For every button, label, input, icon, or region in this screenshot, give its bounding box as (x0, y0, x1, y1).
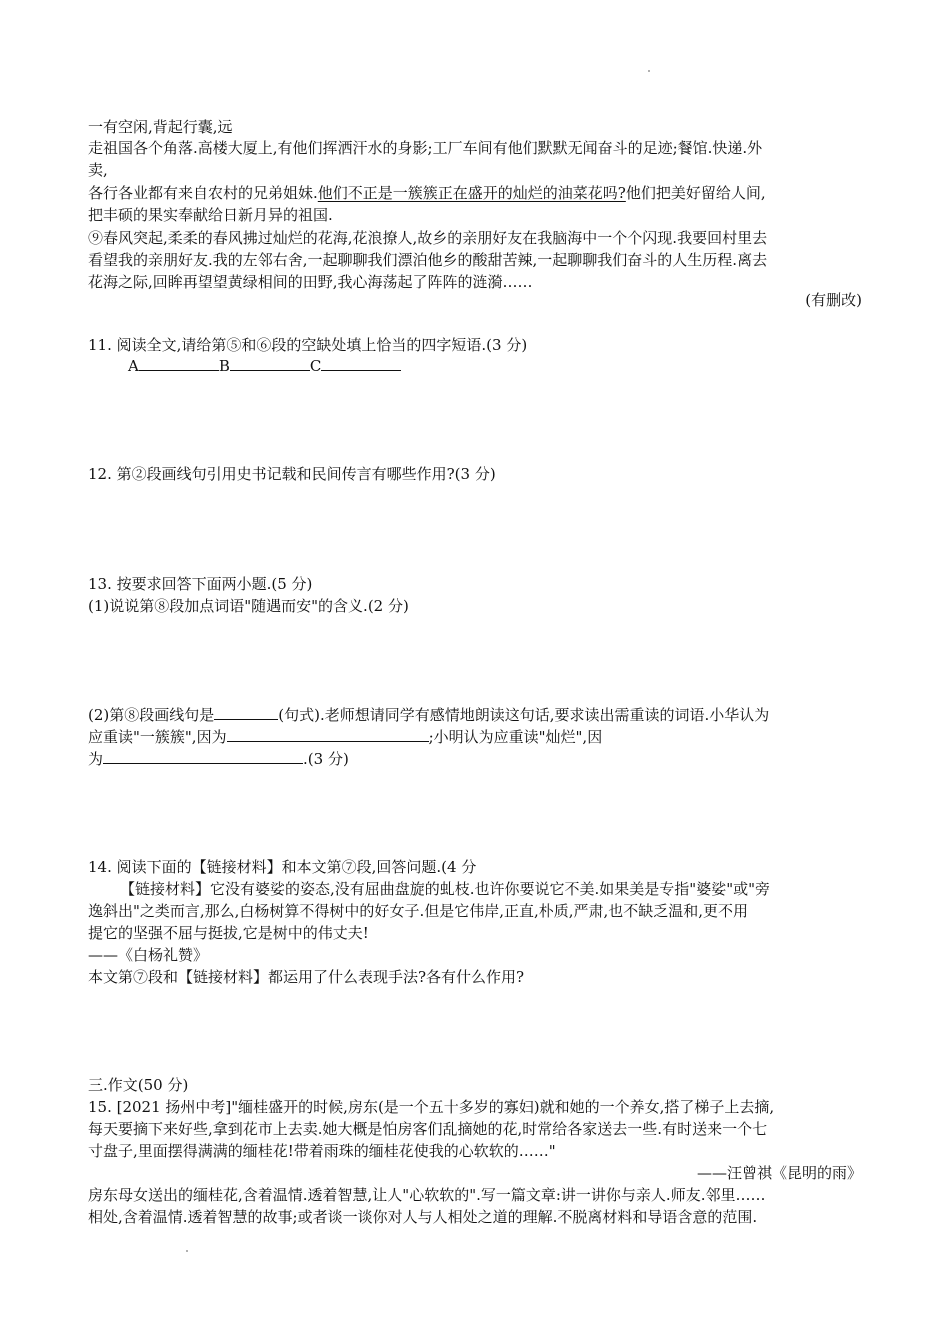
sub-question-2 (88, 727, 602, 747)
scan-dot (186, 1250, 188, 1252)
blank-c[interactable] (321, 356, 401, 371)
essay-prompt-line: 相处,含着温情.透着智慧的故事;或者谈一谈你对人与人相处之道的理解.不脱离材料和导语含意的范围. (88, 1208, 758, 1226)
blank-b[interactable] (230, 356, 310, 371)
sentence-type-blank[interactable] (214, 705, 278, 720)
question-text: 13. 按要求回答下面两小题.(5 分) (88, 575, 313, 593)
question-text: ;小明认为应重读"灿烂",因 (428, 728, 603, 746)
passage-line: 一有空闲,背起行囊,远 (88, 118, 233, 136)
reason-blank-2[interactable] (103, 749, 303, 764)
essay-prompt-line: 每天要摘下来好些,拿到花市上去卖.她大概是怕房客们乱摘她的花,时常给各家送去一些.有时送来一个七 (88, 1120, 768, 1138)
paragraph-9-line: ⑨春风突起,柔柔的春风拂过灿烂的花海,花浪撩人,故乡的亲朋好友在我脑海中一个个闪现.我要回村里去 (88, 229, 768, 247)
question-text: .(3 分) (303, 750, 349, 768)
question-text: 为 (88, 750, 104, 768)
question-text: (句式).老师想请同学有感情地朗读这句话,要求读出需重读的词语.小华认为 (278, 706, 770, 724)
blank-label-c: C (309, 357, 322, 375)
passage-line: 把丰硕的果实奉献给日新月异的祖国. (88, 206, 333, 224)
question-text: 12. 第②段画线句引用史书记载和民间传言有哪些作用?(3 分) (88, 465, 496, 483)
question-text: 11. 阅读全文,请给第⑤和⑥段的空缺处填上恰当的四字短语.(3 分) (88, 336, 528, 354)
passage-text: 各行各业都有来自农村的兄弟姐妹. (88, 184, 318, 202)
blank-a[interactable] (139, 356, 219, 371)
sub-question-2 (88, 705, 769, 725)
sub-question-2 (88, 749, 349, 769)
question-text: 14. 阅读下面的【链接材料】和本文第⑦段,回答问题.(4 分 (88, 858, 477, 876)
section-title: 三.作文(50 分) (88, 1076, 189, 1094)
reason-blank-1[interactable] (227, 727, 429, 742)
sub-question-1: (1)说说第⑧段加点词语"随遇而安"的含义.(2 分) (88, 597, 409, 615)
paragraph-9-line: 看望我的亲朋好友.我的左邻右舍,一起聊聊我们漂泊他乡的酸甜苦辣,一起聊聊我们奋斗的人生历程.离去 (88, 251, 768, 269)
question-text: (2)第⑧段画线句是 (88, 706, 215, 724)
source-note: (有删改) (805, 291, 862, 309)
blank-label-a: A (128, 357, 139, 375)
blank-label-b: B (218, 357, 230, 375)
essay-prompt-line: 房东母女送出的缅桂花,含着温情.透着智慧,让人"心软软的".写一篇文章:讲一讲你与亲人.师友.邻里…… (88, 1186, 766, 1204)
link-material-line: 提它的坚强不屈与挺拔,它是树中的伟丈夫! (88, 924, 369, 942)
question-text: 本文第⑦段和【链接材料】都运用了什么表现手法?各有什么作用? (88, 968, 525, 986)
passage-line: 卖, (88, 161, 108, 179)
link-material-source: ——《白杨礼赞》 (88, 946, 209, 964)
link-material-line: 【链接材料】它没有婆娑的姿态,没有屈曲盘旋的虬枝.也许你要说它不美.如果美是专指"婆娑"或"旁 (120, 880, 771, 898)
paragraph-9-line: 花海之际,回眸再望望黄绿相间的田野,我心海荡起了阵阵的涟漪…… (88, 273, 533, 291)
passage-line: 走祖国各个角落.高楼大厦上,有他们挥洒汗水的身影;工厂车间有他们默默无闻奋斗的足迹;餐馆.快递.外 (88, 139, 763, 157)
essay-prompt-line: 15. [2021 扬州中考]"缅桂盛开的时候,房东(是一个五十多岁的寡妇)就和她的一个养女,搭了梯子上去摘, (88, 1098, 775, 1116)
answer-blanks (128, 356, 401, 376)
passage-text: 他们把美好留给人间, (625, 184, 766, 202)
passage-line (88, 183, 766, 203)
underlined-sentence: 他们不正是一簇簇正在盛开的灿烂的油菜花吗? (317, 184, 626, 202)
link-material-line: 逸斜出"之类而言,那么,白杨树算不得树中的好女子.但是它伟岸,正直,朴质,严肃,也不缺乏温和,更不用 (88, 902, 749, 920)
question-text: 应重读"一簇簇",因为 (88, 728, 227, 746)
essay-prompt-line: 寸盘子,里面摆得满满的缅桂花!带着雨珠的缅桂花使我的心软软的……" (88, 1142, 556, 1160)
scan-dot (648, 70, 650, 72)
quote-source: ——汪曾祺《昆明的雨》 (696, 1164, 862, 1182)
